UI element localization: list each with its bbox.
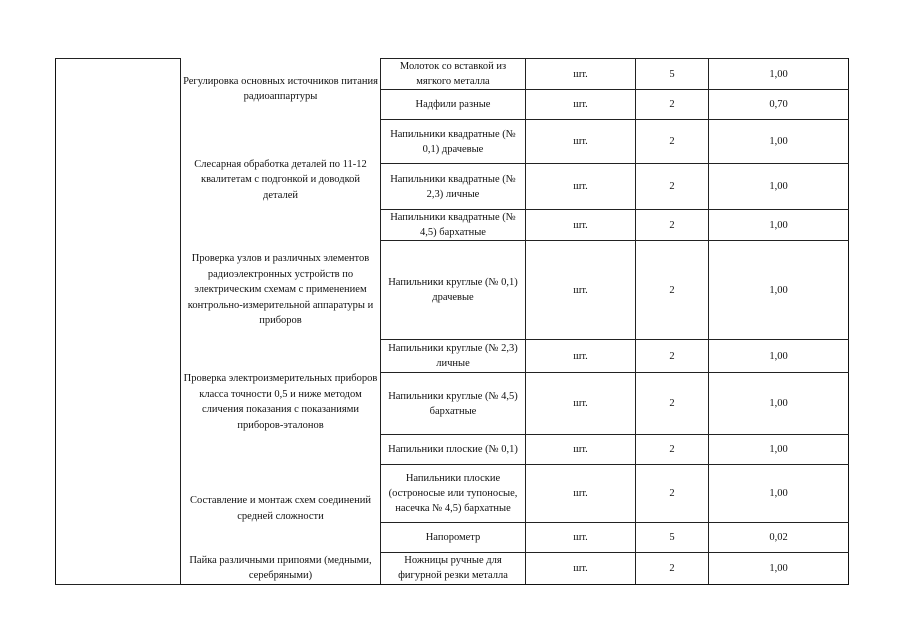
coef-cell: 1,00 — [709, 435, 849, 465]
unit-cell: шт. — [526, 164, 636, 210]
unit-cell: шт. — [526, 241, 636, 340]
tool-cell: Напильники квадратные (№ 2,3) личные — [381, 164, 526, 210]
qty-cell: 2 — [636, 210, 709, 241]
qty-cell: 2 — [636, 373, 709, 435]
qty-cell: 5 — [636, 523, 709, 553]
tool-cell: Напильники плоские (остроносые или тупоносые, насечка № 4,5) бархатные — [381, 465, 526, 523]
unit-cell: шт. — [526, 465, 636, 523]
coef-cell: 1,00 — [709, 241, 849, 340]
qty-cell: 2 — [636, 465, 709, 523]
unit-cell: шт. — [526, 340, 636, 373]
tool-cell: Напильники квадратные (№ 4,5) бархатные — [381, 210, 526, 241]
coef-cell: 1,00 — [709, 59, 849, 90]
qty-cell: 5 — [636, 59, 709, 90]
work-cell: Слесарная обработка деталей по 11-12 квалитетам с подгонкой и доводкой деталей — [181, 120, 381, 241]
unit-cell: шт. — [526, 553, 636, 585]
tool-cell: Молоток со вставкой из мягкого металла — [381, 59, 526, 90]
tool-cell: Надфили разные — [381, 90, 526, 120]
work-cell: Проверка узлов и различных элементов радиоэлектронных устройств по электрическим схемам с применением контрольно-измерительной аппаратуры и приборов — [181, 241, 381, 340]
qty-cell: 2 — [636, 90, 709, 120]
tool-cell: Напильники квадратные (№ 0,1) драчевые — [381, 120, 526, 164]
coef-cell: 1,00 — [709, 465, 849, 523]
tool-cell: Напильники круглые (№ 2,3) личные — [381, 340, 526, 373]
work-cell: Составление и монтаж схем соединений средней сложности — [181, 465, 381, 553]
coef-cell: 1,00 — [709, 120, 849, 164]
table-row — [56, 59, 849, 90]
tool-cell: Напильники плоские (№ 0,1) — [381, 435, 526, 465]
coef-cell: 1,00 — [709, 164, 849, 210]
blank-column-cell — [56, 59, 181, 585]
tool-cell: Напорометр — [381, 523, 526, 553]
coef-cell: 0,02 — [709, 523, 849, 553]
coef-cell: 0,70 — [709, 90, 849, 120]
work-cell: Пайка различными припоями (медными, серебряными) — [181, 553, 381, 585]
work-cell: Регулировка основных источников питания радиоаппартуры — [181, 59, 381, 120]
qty-cell: 2 — [636, 435, 709, 465]
unit-cell: шт. — [526, 373, 636, 435]
tool-cell: Напильники круглые (№ 4,5) бархатные — [381, 373, 526, 435]
unit-cell: шт. — [526, 210, 636, 241]
tool-cell: Ножницы ручные для фигурной резки металла — [381, 553, 526, 585]
unit-cell: шт. — [526, 59, 636, 90]
qty-cell: 2 — [636, 164, 709, 210]
tools-table — [55, 58, 849, 585]
qty-cell: 2 — [636, 553, 709, 585]
coef-cell: 1,00 — [709, 553, 849, 585]
unit-cell: шт. — [526, 120, 636, 164]
coef-cell: 1,00 — [709, 210, 849, 241]
qty-cell: 2 — [636, 241, 709, 340]
tool-cell: Напильники круглые (№ 0,1) драчевые — [381, 241, 526, 340]
coef-cell: 1,00 — [709, 373, 849, 435]
unit-cell: шт. — [526, 90, 636, 120]
unit-cell: шт. — [526, 435, 636, 465]
qty-cell: 2 — [636, 340, 709, 373]
work-cell: Проверка электроизмерительных приборов класса точности 0,5 и ниже методом сличения показания с показаниями приборов-эталонов — [181, 340, 381, 465]
qty-cell: 2 — [636, 120, 709, 164]
coef-cell: 1,00 — [709, 340, 849, 373]
unit-cell: шт. — [526, 523, 636, 553]
